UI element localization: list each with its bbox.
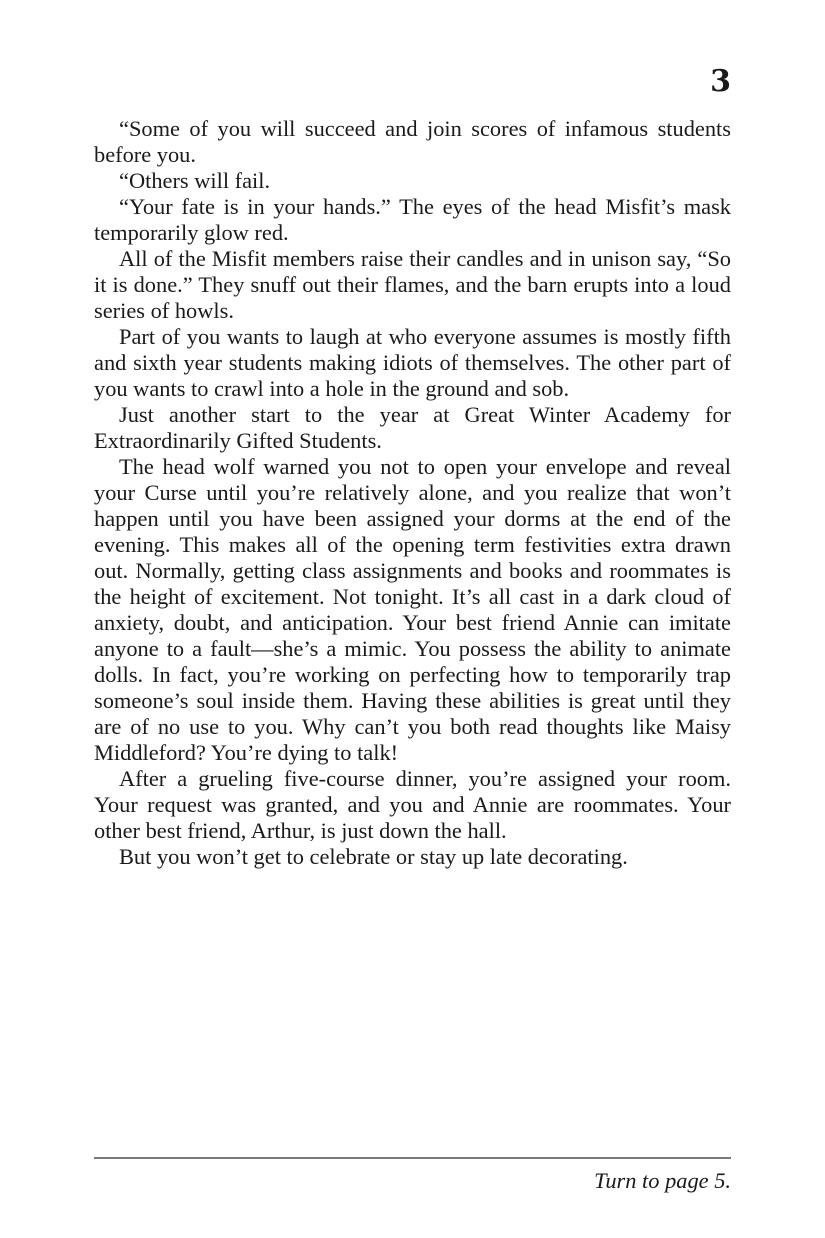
paragraph: Part of you wants to laugh at who everyone assumes is mostly fifth and sixth year students making idiots of themselves. The other part of you wants to crawl into a hole in the ground and sob. bbox=[94, 324, 731, 401]
paragraph: All of the Misfit members raise their candles and in unison say, “So it is done.” They snuff out their flames, and the barn erupts into a loud series of howls. bbox=[94, 246, 731, 323]
body-text bbox=[94, 116, 731, 870]
paragraph: “Some of you will succeed and join scores of infamous students before you. bbox=[94, 116, 731, 167]
footer-divider bbox=[94, 1157, 731, 1159]
paragraph: “Your fate is in your hands.” The eyes of the head Misfit’s mask temporarily glow red. bbox=[94, 194, 731, 245]
paragraph: “Others will fail. bbox=[119, 168, 271, 193]
turn-to-page-link[interactable]: Turn to page 5. bbox=[594, 1168, 731, 1193]
paragraph: After a grueling five-course dinner, you’re assigned your room. Your request was granted, and you and Annie are roommates. Your other best friend, Arthur, is just down the hall. bbox=[94, 766, 731, 843]
page-number: 3 bbox=[710, 64, 731, 99]
paragraph: But you won’t get to celebrate or stay up late decorating. bbox=[119, 844, 628, 869]
paragraph: The head wolf warned you not to open your envelope and reveal your Curse until you’re relatively alone, and you realize that won’t happen until you have been assigned your dorms at the end of the evening. This makes all of the opening term festivities extra drawn out. Normally, getting class assignments and books and roommates is the height of excitement. Not tonight. It’s all cast in a dark cloud of anxiety, doubt, and anticipation. Your best friend Annie can imitate anyone to a fault—she’s a mimic. You possess the ability to animate dolls. In fact, you’re working on perfecting how to temporarily trap someone’s soul inside them. Having these abilities is great until they are of no use to you. Why can’t you both read thoughts like Maisy Middleford? You’re dying to talk! bbox=[94, 454, 731, 765]
paragraph: Just another start to the year at Great Winter Academy for Extraordinarily Gifted Students. bbox=[94, 402, 731, 453]
